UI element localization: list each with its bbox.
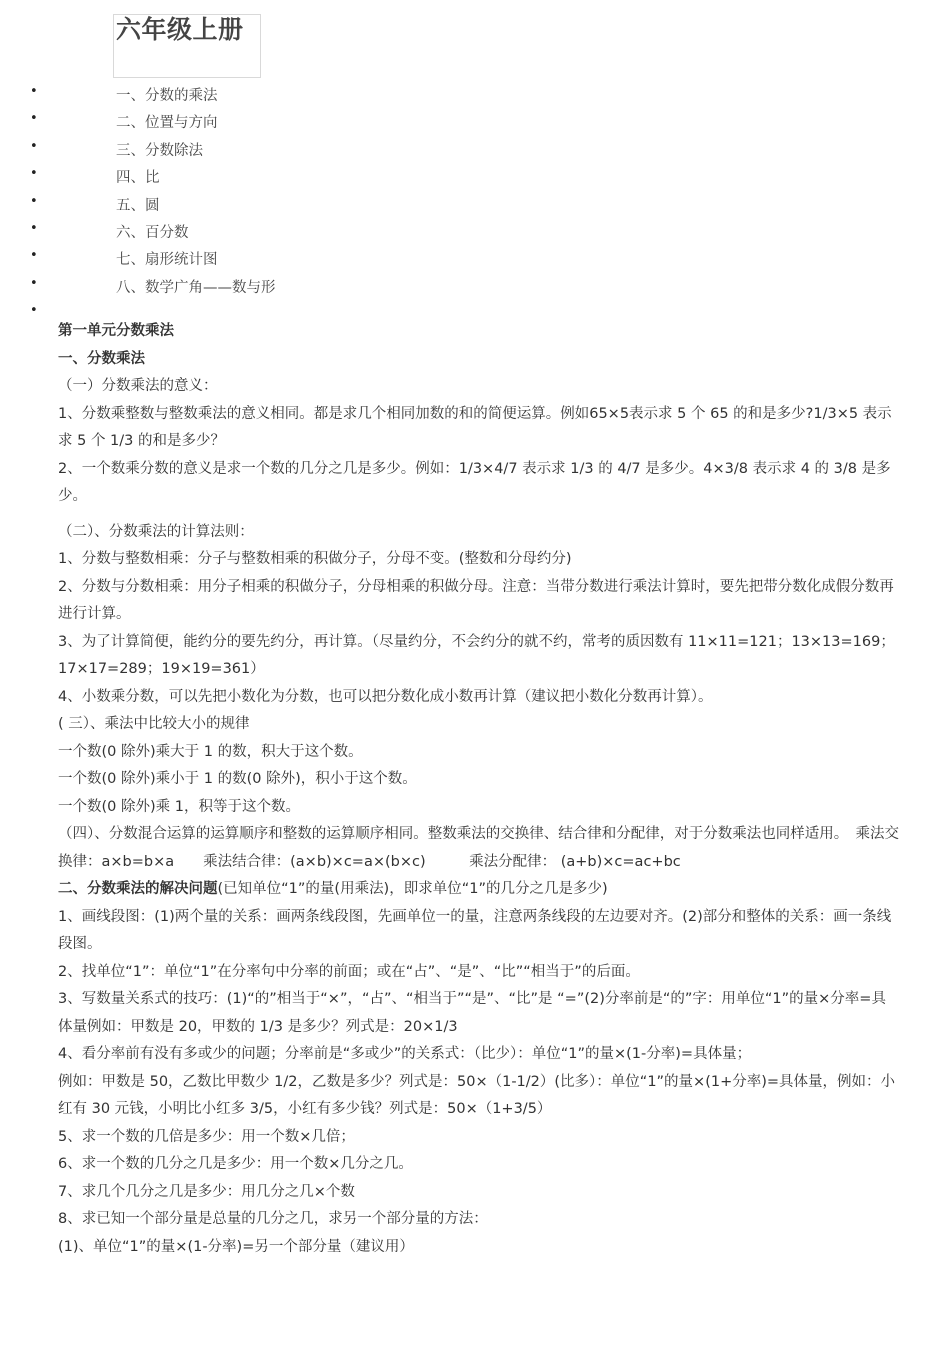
paragraph: 8、求已知一个部分量是总量的几分之几，求另一个部分量的方法： [58, 1211, 488, 1227]
subsection-heading: ( 三）、乘法中比较大小的规律 [58, 716, 250, 732]
paragraph: 一个数(0 除外)乘大于 1 的数，积大于这个数。 [58, 743, 363, 760]
paragraph: 3、写数量关系式的技巧：(1)“的”相当于“×”，“占”、“相当于”“是”、“比”是 “=”(2)分率前是“的”字：用单位“1”的量×分率=具体量例如：甲数是 20，甲数的 1/3 是多少？列式是：20×1/3 [58, 991, 886, 1035]
paragraph: 例如：甲数是 50，乙数比甲数少 1/2，乙数是多少？列式是：50×（1-1/2）(比多）：单位“1”的量×(1+分率)=具体量，例如：小红有 30 元钱，小明比小红多 3/5，小红有多少钱？列式是：50×（1+3/5） [58, 1073, 896, 1117]
bullet-icon: • [30, 193, 38, 209]
bullet-icon: • [30, 275, 38, 291]
toc-item-label: 一、分数的乘法 [116, 88, 218, 104]
paragraph: 2、一个数乘分数的意义是求一个数的几分之几是多少。例如：1/3×4/7 表示求 1/3 的 4/7 是多少。4×3/8 表示求 4 的 3/8 是多少。 [58, 460, 891, 504]
section-heading: 二、分数乘法的解决问题 [58, 881, 218, 897]
paragraph: 2、找单位“1”：单位“1”在分率句中分率的前面；或在“占”、“是”、“比”“相当于”的后面。 [58, 963, 640, 980]
paragraph: 7、求几个几分之几是多少：用几分之几×个数 [58, 1183, 355, 1200]
bullet-icon: • [30, 111, 38, 127]
unit-heading: 第一单元分数乘法 [58, 323, 174, 339]
subsection-heading: （一）分数乘法的意义： [58, 378, 218, 394]
toc-item-label: 四、比 [116, 170, 160, 187]
paragraph: 一个数(0 除外)乘小于 1 的数(0 除外)，积小于这个数。 [58, 771, 417, 787]
paragraph: 4、看分率前有没有多或少的问题；分率前是“多或少”的关系式：（比少）：单位“1”的量×(1-分率)=具体量； [58, 1046, 752, 1062]
toc-item-label: 六、百分数 [116, 224, 189, 241]
paragraph: （四）、分数混合运算的运算顺序和整数的运算顺序相同。整数乘法的交换律、结合律和分配律，对于分数乘法也同样适用。 乘法交换律：a×b=b×a 乘法结合律：(a×b)×c=a×(b×c) 乘法分配律： (a+b)×c=ac+bc [58, 826, 899, 870]
toc-item-label: 七、扇形统计图 [116, 252, 218, 269]
section-heading-line [58, 876, 900, 904]
page-title: 六年级上册 [116, 15, 244, 44]
paragraph: 2、分数与分数相乘：用分子相乘的积做分子，分母相乘的积做分母。注意：当带分数进行乘法计算时，要先把带分数化成假分数再进行计算。 [58, 578, 894, 622]
bullet-icon: • [30, 303, 38, 319]
paragraph: 1、分数乘整数与整数乘法的意义相同。都是求几个相同加数的和的简便运算。例如65×5表示求 5 个 65 的和是多少?1/3×5 表示求 5 个 1/3 的和是多少？ [58, 405, 892, 449]
paragraph: 4、小数乘分数，可以先把小数化为分数，也可以把分数化成小数再计算（建议把小数化分数再计算）。 [58, 688, 713, 705]
section-heading-note: (已知单位“1”的量(用乘法)，即求单位“1”的几分之几是多少) [217, 881, 608, 897]
bullet-icon: • [30, 84, 38, 99]
toc-item-label: 二、位置与方向 [116, 115, 218, 132]
toc-item-label: 五、圆 [116, 197, 160, 214]
bullet-icon: • [30, 248, 38, 264]
paragraph: 1、画线段图：(1)两个量的关系：画两条线段图，先画单位一的量，注意两条线段的左边要对齐。(2)部分和整体的关系：画一条线段图。 [58, 908, 892, 952]
bullet-icon: • [30, 220, 38, 236]
subsection-heading: （二）、分数乘法的计算法则： [58, 523, 254, 540]
bullet-icon: • [30, 166, 38, 182]
document-body [58, 318, 900, 1261]
bullet-icon: • [30, 138, 38, 154]
toc-item-label: 三、分数除法 [116, 142, 203, 159]
section-heading: 一、分数乘法 [58, 350, 145, 367]
paragraph: 5、求一个数的几倍是多少：用一个数×几倍； [58, 1128, 355, 1145]
paragraph: (1)、单位“1”的量×(1-分率)=另一个部分量（建议用） [58, 1238, 414, 1255]
toc-item-label: 八、数学广角——数与形 [116, 279, 276, 296]
paragraph: 6、求一个数的几分之几是多少：用一个数×几分之几。 [58, 1156, 413, 1172]
paragraph: 一个数(0 除外)乘 1，积等于这个数。 [58, 798, 300, 815]
paragraph: 3、为了计算简便，能约分的要先约分，再计算。（尽量约分，不会约分的就不约，常考的质因数有 11×11=121；13×13=169；17×17=289；19×19=361） [58, 633, 895, 677]
paragraph: 1、分数与整数相乘：分子与整数相乘的积做分子，分母不变。(整数和分母约分) [58, 551, 572, 567]
